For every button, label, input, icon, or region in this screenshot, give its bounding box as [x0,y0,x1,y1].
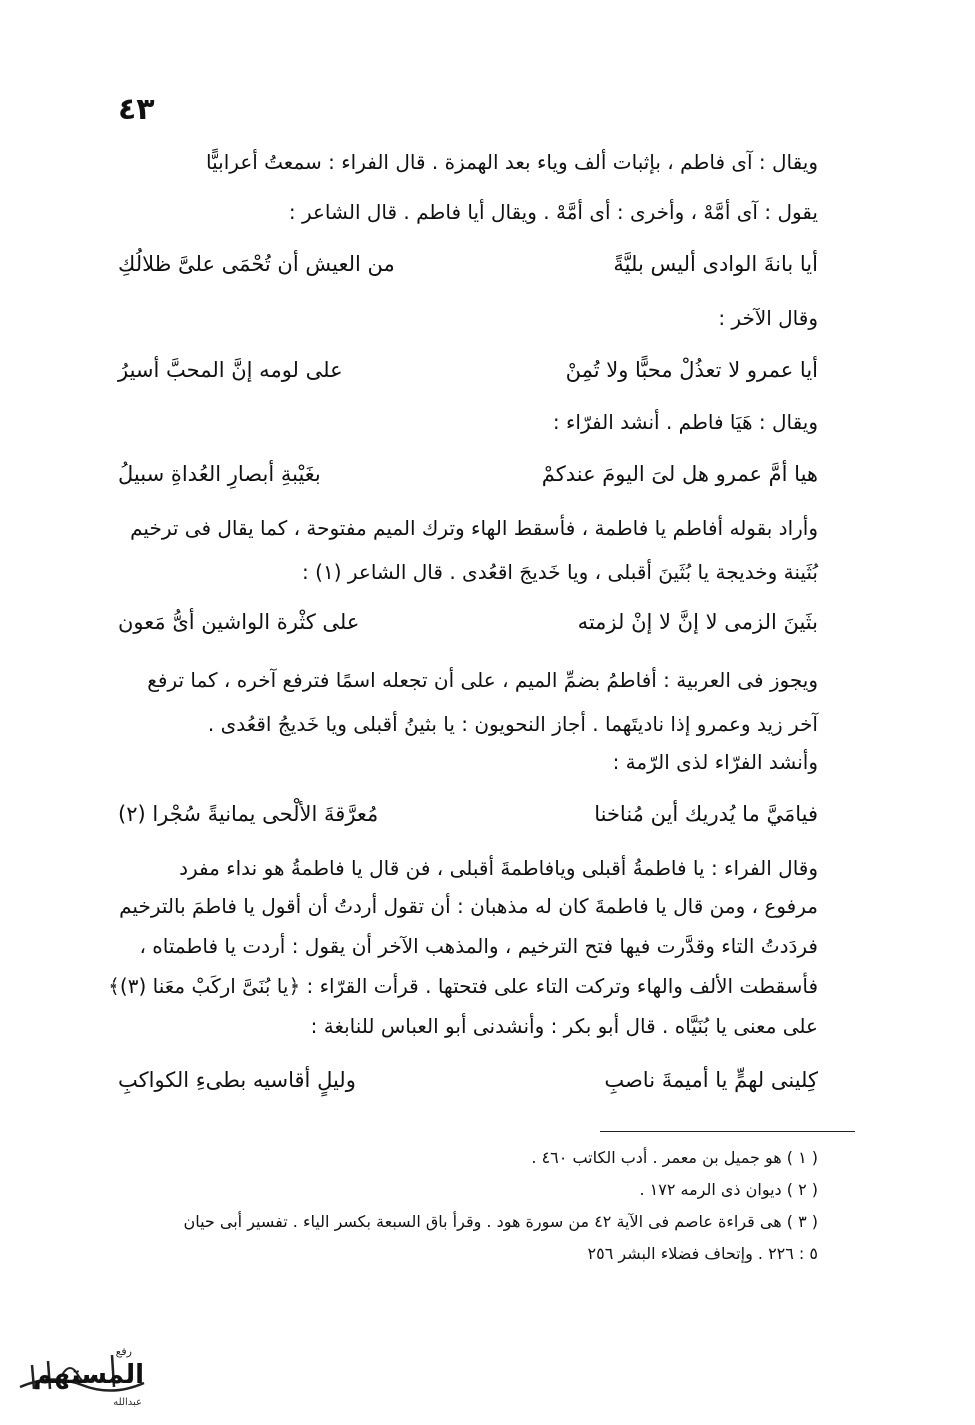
text-line: بُثَينة وخديجة يا بُثَينَ أقبلى ، ويا خَديجَ اقعُدى . قال الشاعر (١) : [302,560,818,584]
verse-first-hemistich: فيامَيَّ ما يُدريك أين مُناخنا [594,802,818,826]
footnote: ( ٣ ) هى قراءة عاصم فى الآية ٤٢ من سورة هود . وقرأ باق السبعة بكسر الياء . تفسير أبى حيان [183,1212,818,1231]
text-line: وقال الآخر : [718,306,818,330]
verse-first-hemistich: هيا أمَّ عمرو هل لىَ اليومَ عندكمْ [541,462,818,486]
verse-first-hemistich: بثَينَ الزمى لا إنَّ لا إنْ لزمته [577,610,818,634]
poem-verse [118,462,818,498]
footnote: ( ١ ) هو جميل بن معمر . أدب الكاتب ٤٦٠ . [531,1148,818,1167]
logo-small-text: رفع [115,1345,132,1358]
text-line: فأسقطت الألف والهاء وتركت التاء على فتحتها . قرأت القرّاء : ﴿يا بُنَىَّ اركَبْ معَنا (٣)﴾ [108,974,818,998]
poem-verse [118,802,818,838]
text-line: وقال الفراء : يا فاطمةُ أقبلى ويافاطمةَ أقبلى ، فن قال يا فاطمةُ هو نداء مفرد [179,856,818,880]
verse-second-hemistich: مُعرَّقةَ الألْحى يمانيةً سُجْرا (٢) [118,802,379,826]
poem-verse [118,252,818,288]
verse-second-hemistich: على لومه إنَّ المحبَّ أسيرُ [118,358,343,382]
verse-second-hemistich: بغَيْبةِ أبصارِ العُداةِ سبيلُ [118,462,321,486]
verse-second-hemistich: وليلٍ أقاسيه بطىءِ الكواكبِ [118,1068,356,1092]
text-line: فردَدتُ التاء وقدَّرت فيها فتح الترخيم ، والمذهب الآخر أن يقول : أردت يا فاطمتاه ، [139,934,818,958]
footnote-divider [600,1131,855,1132]
poem-verse [118,610,818,646]
text-line: على معنى يا بُنَيَّاه . قال أبو بكر : وأنشدنى أبو العباس للنابغة : [310,1014,818,1038]
page-number: ٤٣ [118,92,155,127]
verse-first-hemistich: كِلينى لهمٍّ يا أميمةَ ناصبِ [604,1068,818,1092]
verse-first-hemistich: أيا عمرو لا تعذُلْ محبًّا ولا تُمِنْ [565,358,818,382]
publisher-logo-icon [12,1325,152,1415]
verse-first-hemistich: أيا بانةَ الوادى أليس بليَّةً [613,252,818,276]
verse-second-hemistich: على كثْرة الواشين أىُّ مَعون [118,610,360,634]
verse-second-hemistich: من العيش أن تُحْمَى علىَّ ظلالُكِ [118,252,395,276]
text-line: يقول : آى أمَّهْ ، وأخرى : أى أمَّهْ . ويقال أيا فاطم . قال الشاعر : [288,200,818,224]
text-line: مرفوع ، ومن قال يا فاطمةَ كان له مذهبان : أن تقول أردتُ أن أقول يا فاطمَ بالترخيم [119,894,818,918]
logo-main-text: المستهم [33,1360,144,1390]
text-line: ويقال : هَيَا فاطم . أنشد الفرّاء : [552,410,818,434]
text-line: ويجوز فى العربية : أفاطمُ بضمِّ الميم ، على أن تجعله اسمًا فترفع آخره ، كما ترفع [147,668,818,692]
text-line: وأراد بقوله أفاطم يا فاطمة ، فأسقط الهاء وترك الميم مفتوحة ، كما يقال فى ترخيم [130,516,818,540]
footnote: ( ٢ ) ديوان ذى الرمه ١٧٢ . [639,1180,818,1199]
text-line: ويقال : آى فاطم ، بإثبات ألف وياء بعد الهمزة . قال الفراء : سمعتُ أعرابيًّا [206,150,818,174]
logo-sub-text: عبدالله [113,1397,142,1408]
poem-verse [118,1068,818,1104]
text-line: وأنشد الفرّاء لذى الرّمة : [612,750,818,774]
text-line: آخر زيد وعمرو إذا ناديتَهما . أجاز النحويون : يا بثينُ أقبلى ويا خَديجُ اقعُدى . [207,712,818,736]
poem-verse [118,358,818,394]
footnote: ٥ : ٢٢٦ . وإتحاف فضلاء البشر ٢٥٦ [587,1244,818,1263]
